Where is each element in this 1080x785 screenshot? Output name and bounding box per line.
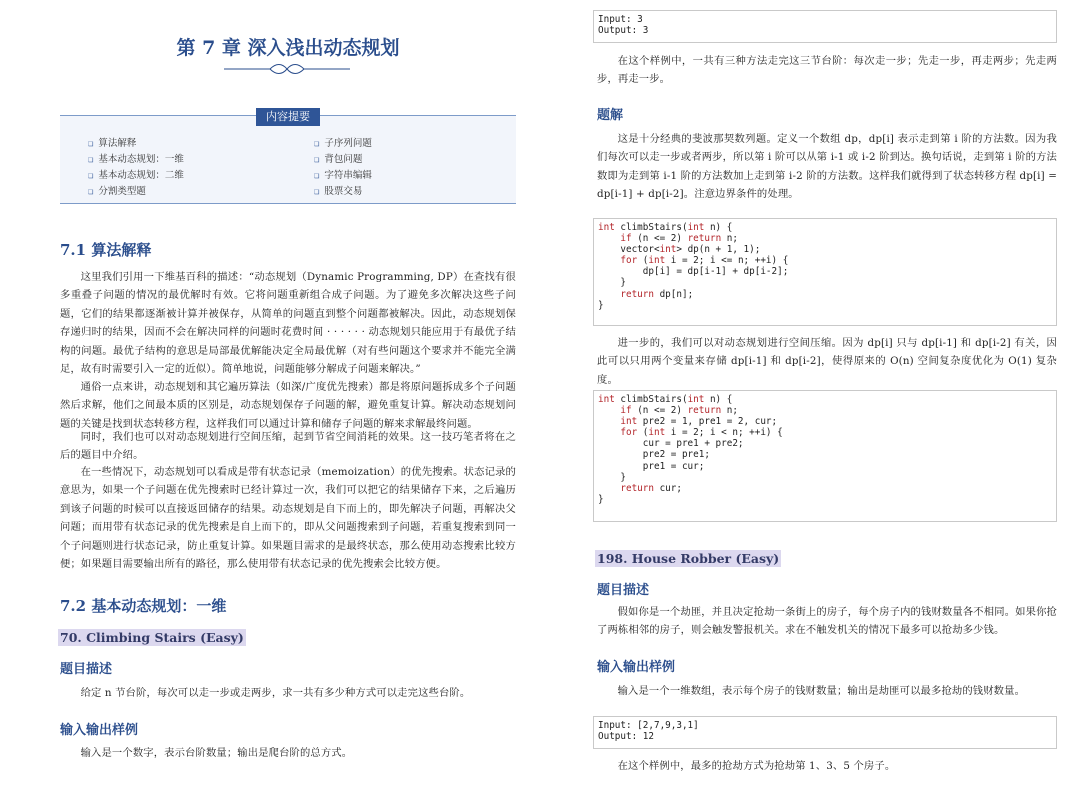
summary-item: ❏ 股票交易 xyxy=(314,184,372,200)
code-line: if (n <= 2) return n; xyxy=(620,233,738,245)
summary-item: ❏ 子序列问题 xyxy=(314,136,372,152)
sample-1-explanation: 在这个样例中，一共有三种方法走完这三节台阶：每次走一步；先走一步，再走两步；先走两步，再走一步。 xyxy=(597,55,1057,86)
summary-item: ❏ 算法解释 xyxy=(88,136,184,152)
code-line: int climbStairs(int n) { xyxy=(598,222,733,233)
code-line: } xyxy=(598,471,626,483)
solution-heading: 题解 xyxy=(597,108,624,123)
problem-70-io-text: 输入是一个数字，表示台阶数量；输出是爬台阶的总方式。 xyxy=(80,747,353,759)
section-7-1-paragraph-4: 在一些情况下，动态规划可以看成是带有状态记录（memoization）的优先搜索。状态记录的意思为，如果一个子问题在优先搜索时已经计算过一次，我们可以把它的结果储存下来，之后遍历到该子问题的时候可以直接返回储存的结果。动态规划是自下而上的，即先解决子问题，再解决父问题；而用带有状态记录的优先搜索是自上而下的，即从父问题搜索到子问题，若重复搜索到同一个子问题则进行状态记录，防止重复计算。如果题目需求的是最终状态，那么使用动态搜索比较方便；如果题目需要输出所有的路径，那么使用带有状态记录的优先搜索会比较方便。 xyxy=(60,466,516,571)
code-line: dp[i] = dp[i-1] + dp[i-2]; xyxy=(598,266,789,278)
summary-item: ❏ 背包问题 xyxy=(314,152,372,168)
code-line: return dp[n]; xyxy=(620,288,694,300)
chapter-title: 第 7 章 深入浅出动态规划 xyxy=(176,37,400,59)
code-line: for (int i = 2; i <= n; ++i) { xyxy=(620,255,789,267)
code-line: } xyxy=(598,277,626,289)
right-page xyxy=(540,0,1080,785)
problem-70-description: 给定 n 节台阶，每次可以走一步或走两步，求一共有多少种方式可以走完这些台阶。 xyxy=(80,687,471,699)
code-line: for (int i = 2; i < n; ++i) { xyxy=(620,427,783,439)
code-line: if (n <= 2) return n; xyxy=(620,405,738,417)
summary-item: ❏ 基本动态规划：二维 xyxy=(88,168,184,184)
problem-70-io-heading: 输入输出样例 xyxy=(60,723,139,738)
section-7-1-paragraph-1: 这里我们引用一下维基百科的描述：“动态规划（Dynamic Programming, DP）在查找有很多重叠子问题的情况的最优解时有效。它将问题重新组合成子问题。为了避免多次解决这些子问题，它们的结果都逐渐被计算并被保存，从简单的问题直到整个问题都被解决。因此，动态规划保存递归时的结果，因而不会在解决同样的问题时花费时间 · · · · · · 动态规划只能应用于有最优子结构的问题。最优子结构的意思是局部最优解能决定全局最优解（对有些问题这个要求并不能完全满足，故有时需要引入一定的近似）。简单地说，问题能够分解成子问题来解决。” xyxy=(60,271,516,376)
problem-198-description-heading: 题目描述 xyxy=(597,583,650,598)
problem-198-description: 假如你是一个劫匪，并且决定抢劫一条街上的房子，每个房子内的钱财数量各不相同。如果你抢了两栋相邻的房子，则会触发警报机关。求在不触发机关的情况下最多可以抢劫多少钱。 xyxy=(597,606,1057,637)
section-7-1-title: 7.1 算法解释 xyxy=(60,241,152,259)
sample-1-input: Input: 3 xyxy=(598,14,643,25)
problem-70-title: 70. Climbing Stairs (Easy) xyxy=(60,630,244,645)
sample-1-output: Output: 3 xyxy=(598,25,649,37)
summary-list-left xyxy=(88,136,184,200)
summary-item: ❏ 字符串编辑 xyxy=(314,168,372,184)
space-compression-paragraph: 进一步的，我们可以对动态规划进行空间压缩。因为 dp[i] 只与 dp[i-1] 和 dp[i-2] 有关，因此可以只用两个变量来存储 dp[i-1] 和 dp[i-2]，使得原来的 O(n) 空间复杂度优化为 O(1) 复杂度。 xyxy=(597,337,1057,386)
problem-70-description-heading: 题目描述 xyxy=(60,662,113,677)
code-line: vector<int> dp(n + 1, 1); xyxy=(598,244,761,256)
section-7-1-paragraph-3: 同时，我们也可以对动态规划进行空间压缩，起到节省空间消耗的效果。这一技巧笔者将在之后的题目中介绍。 xyxy=(60,431,516,462)
section-7-1-paragraph-2: 通俗一点来讲，动态规划和其它遍历算法（如深/广度优先搜索）都是将原问题拆成多个子问题然后求解，他们之间最本质的区别是，动态规划保存子问题的解，避免重复计算。解决动态规划问题的关键是找到状态转移方程，这样我们可以通过计算和储存子问题的解来求解最终问题。 xyxy=(60,381,516,430)
code-line: } xyxy=(598,493,604,505)
sample-2-explanation: 在这个样例中，最多的抢劫方式为抢劫第 1、3、5 个房子。 xyxy=(617,760,896,772)
code-block-2 xyxy=(593,390,1057,522)
sample-2-output: Output: 12 xyxy=(598,731,654,743)
code-line: int climbStairs(int n) { xyxy=(598,394,733,405)
sample-2-box xyxy=(593,716,1057,749)
code-line: int pre2 = 1, pre1 = 2, cur; xyxy=(620,416,778,428)
problem-198-io-heading: 输入输出样例 xyxy=(597,660,676,675)
problem-198-io-text: 输入是一个一维数组，表示每个房子的钱财数量；输出是劫匪可以最多抢劫的钱财数量。 xyxy=(617,685,1026,697)
title-ornament xyxy=(224,62,350,76)
summary-list-right xyxy=(314,136,372,200)
sample-2-input: Input: [2,7,9,3,1] xyxy=(598,720,699,731)
summary-tag: 内容提要 xyxy=(256,108,320,126)
summary-box xyxy=(60,110,516,204)
sample-1-box xyxy=(593,10,1057,43)
section-7-2-title: 7.2 基本动态规划：一维 xyxy=(60,597,227,615)
code-line: pre2 = pre1; xyxy=(598,449,710,461)
solution-paragraph: 这是十分经典的斐波那契数列题。定义一个数组 dp，dp[i] 表示走到第 i 阶的方法数。因为我们每次可以走一步或者两步，所以第 i 阶可以从第 i-1 或 i-2 阶到达。换句话说，走到第 i 阶的方法数即为走到第 i-1 阶的方法数加上走到第 i-2 阶的方法数。这样我们就得到了状态转移方程 dp[i] = dp[i-1] + dp[i-2]。注意边界条件的处理。 xyxy=(597,133,1057,201)
summary-item: ❏ 分割类型题 xyxy=(88,184,184,200)
code-line: } xyxy=(598,299,604,311)
code-line: cur = pre1 + pre2; xyxy=(598,438,744,450)
code-block-1 xyxy=(593,218,1057,326)
code-line: return cur; xyxy=(620,482,682,494)
summary-item: ❏ 基本动态规划：一维 xyxy=(88,152,184,168)
problem-198-title: 198. House Robber (Easy) xyxy=(597,551,780,566)
code-line: pre1 = cur; xyxy=(598,460,705,472)
